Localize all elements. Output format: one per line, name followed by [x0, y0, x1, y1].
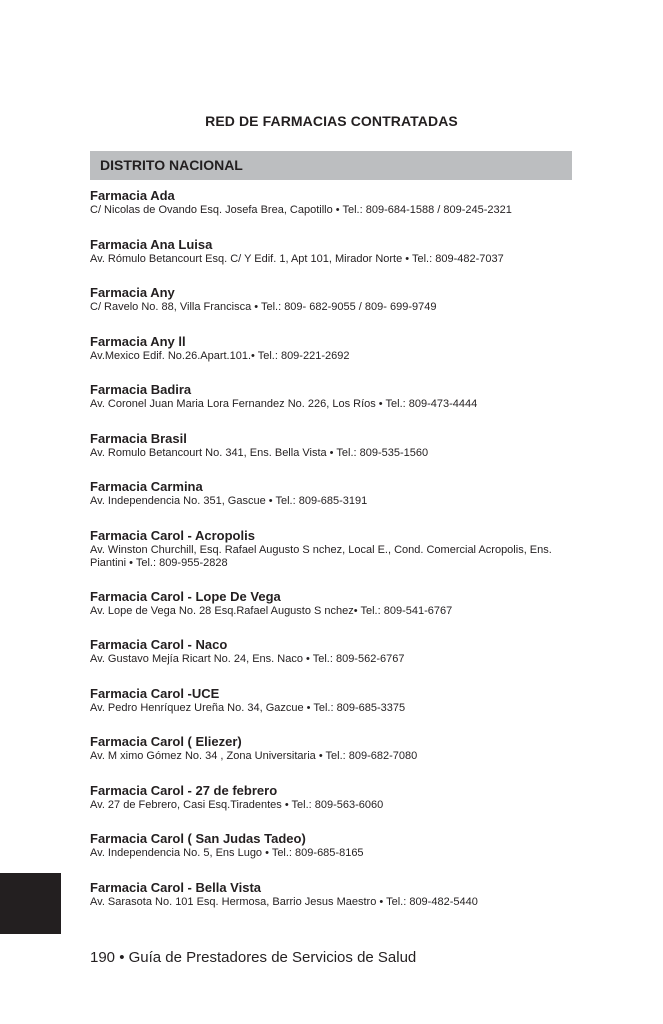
pharmacy-name: Farmacia Ada — [90, 188, 175, 203]
pharmacy-address: Av. Sarasota No. 101 Esq. Hermosa, Barrio Jesus Maestro • Tel.: 809-482-5440 — [90, 895, 478, 908]
pharmacy-address: Av. M ximo Gómez No. 34 , Zona Universitaria • Tel.: 809-682-7080 — [90, 750, 418, 762]
pharmacy-name: Farmacia Carmina — [90, 479, 203, 494]
pharmacy-name: Farmacia Carol - Lope De Vega — [90, 588, 281, 604]
pharmacy-entry — [90, 879, 580, 928]
pharmacy-name: Farmacia Brasil — [90, 430, 187, 446]
pharmacy-entry — [90, 733, 580, 782]
pharmacy-entry — [90, 685, 580, 734]
pharmacy-address: C/ Nicolas de Ovando Esq. Josefa Brea, Capotillo • Tel.: 809-684-1588 / 809-245-2321 — [90, 204, 512, 216]
pharmacy-name: Farmacia Any ll — [90, 333, 186, 349]
pharmacy-entry — [90, 527, 580, 588]
pharmacy-address: Av. Coronel Juan Maria Lora Fernandez No. 226, Los Ríos • Tel.: 809-473-4444 — [90, 398, 478, 410]
pharmacy-address: Av.Mexico Edif. No.26.Apart.101.• Tel.: 809-221-2692 — [90, 349, 350, 362]
pharmacy-name: Farmacia Carol - Bella Vista — [90, 879, 262, 895]
pharmacy-entry — [90, 430, 580, 479]
pharmacy-entry — [90, 830, 580, 879]
pharmacy-address: Av. 27 de Febrero, Casi Esq.Tiradentes • Tel.: 809-563-6060 — [90, 798, 384, 811]
pharmacy-address: Av. Winston Churchill, Esq. Rafael Augusto S nchez, Local E., Cond. Comercial Acropolis, Ens. Piantini • Tel.: 809-955-2828 — [90, 543, 552, 569]
pharmacy-entry — [90, 588, 580, 637]
pharmacy-name: Farmacia Carol ( San Judas Tadeo) — [90, 831, 306, 846]
pharmacy-address: Av. Independencia No. 351, Gascue • Tel.: 809-685-3191 — [90, 495, 368, 507]
pharmacy-name: Farmacia Carol ( Eliezer) — [90, 734, 242, 749]
section-title: DISTRITO NACIONAL — [100, 157, 243, 173]
pharmacy-entry — [90, 381, 580, 430]
page-title: RED DE FARMACIAS CONTRATADAS — [205, 113, 458, 129]
pharmacy-entry — [90, 478, 580, 527]
pharmacy-name: Farmacia Ana Luisa — [90, 236, 213, 252]
pharmacy-address: Av. Lope de Vega No. 28 Esq.Rafael Augusto S nchez• Tel.: 809-541-6767 — [90, 604, 453, 617]
pharmacy-name: Farmacia Any — [90, 285, 175, 300]
pharmacy-list — [90, 187, 580, 927]
pharmacy-address: Av. Romulo Betancourt No. 341, Ens. Bella Vista • Tel.: 809-535-1560 — [90, 446, 429, 459]
pharmacy-name: Farmacia Carol - Naco — [90, 637, 228, 652]
pharmacy-address: C/ Ravelo No. 88, Villa Francisca • Tel.: 809- 682-9055 / 809- 699-9749 — [90, 301, 437, 313]
pharmacy-entry — [90, 284, 580, 333]
pharmacy-entry — [90, 236, 580, 285]
page-footer: 190 • Guía de Prestadores de Servicios de Salud — [90, 949, 417, 966]
pharmacy-entry — [90, 782, 580, 831]
pharmacy-entry — [90, 333, 580, 382]
pharmacy-address: Av. Rómulo Betancourt Esq. C/ Y Edif. 1, Apt 101, Mirador Norte • Tel.: 809-482-7037 — [90, 252, 504, 265]
section-header — [90, 151, 572, 180]
pharmacy-address: Av. Pedro Henríquez Ureña No. 34, Gazcue • Tel.: 809-685-3375 — [90, 701, 406, 714]
pharmacy-name: Farmacia Carol - 27 de febrero — [90, 782, 278, 798]
pharmacy-name: Farmacia Carol -UCE — [90, 685, 220, 701]
chapter-tab — [0, 873, 61, 934]
pharmacy-entry — [90, 636, 580, 685]
pharmacy-name: Farmacia Carol - Acropolis — [90, 527, 255, 543]
pharmacy-address: Av. Independencia No. 5, Ens Lugo • Tel.: 809-685-8165 — [90, 847, 364, 859]
pharmacy-address: Av. Gustavo Mejía Ricart No. 24, Ens. Naco • Tel.: 809-562-6767 — [90, 653, 405, 665]
pharmacy-name: Farmacia Badira — [90, 382, 192, 397]
pharmacy-entry — [90, 187, 580, 236]
